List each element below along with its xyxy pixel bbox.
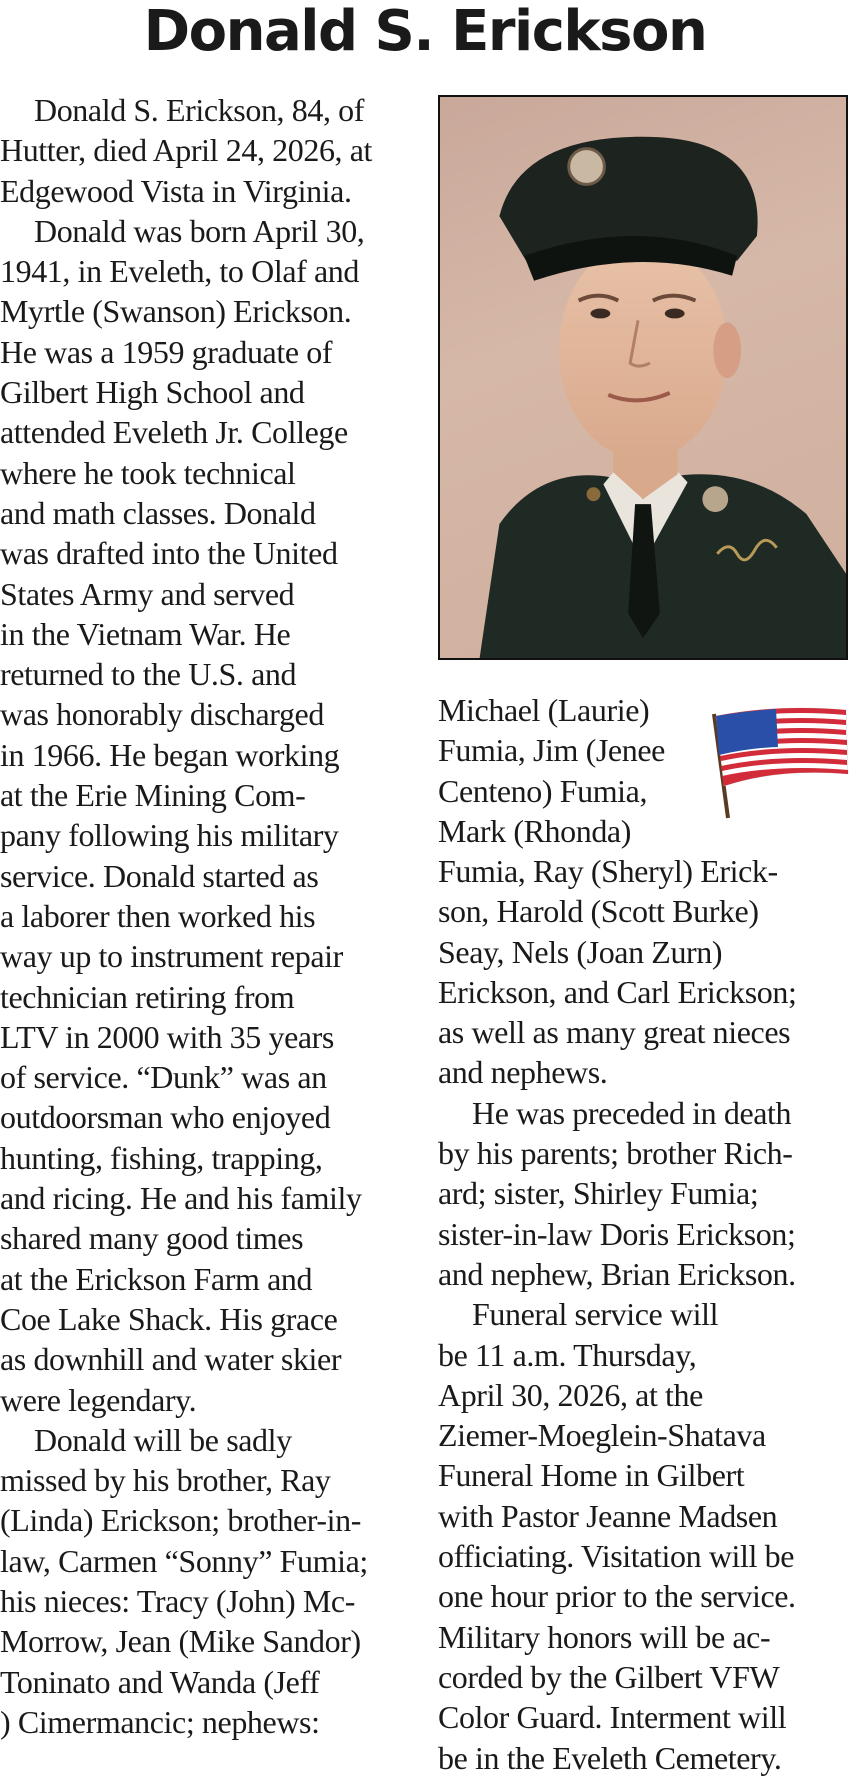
text-line: by his parents; brother Rich- [438,1135,793,1172]
text-line: He was preceded in death [472,1094,792,1131]
text-line: Ziemer-Moeglein-Shatava [438,1417,766,1454]
text-line: service. Donald started as [0,857,319,894]
text-line: technician retiring from [0,978,295,1015]
text-line: Toninato and Wanda (Jeff [0,1663,320,1700]
obituary-column-right-top [438,690,838,851]
text-line: as downhill and water skier [0,1341,342,1378]
text-line: in 1966. He began working [0,736,340,773]
text-line: ) Cimermancic; nephews: [0,1703,320,1740]
text-line: with Pastor Jeanne Madsen [438,1497,778,1534]
text-line: be 11 a.m. Thursday, [438,1336,697,1373]
obituary-column-right [438,851,850,1778]
text-line: missed by his brother, Ray [0,1462,331,1499]
text-line: in the Vietnam War. He [0,615,291,652]
text-line: Gilbert High School and [0,374,305,411]
text-line: Donald will be sadly [34,1421,292,1458]
text-line: son, Harold (Scott Burke) [438,893,759,930]
text-line: Color Guard. Interment will [438,1699,787,1736]
text-line: at the Erie Mining Com- [0,777,306,814]
text-line: and nephews. [438,1054,608,1091]
obituary-column-left [0,90,420,1742]
text-line: (Linda) Erickson; brother-in- [0,1502,361,1539]
text-line: Centeno) Fumia, [438,772,648,809]
text-line: outdoorsman who enjoyed [0,1099,331,1136]
text-line: was honorably discharged [0,696,324,733]
text-line: where he took technical [0,454,296,491]
text-line: Donald S. Erickson, 84, of [34,92,365,128]
text-line: 1941, in Eveleth, to Olaf and [0,253,359,290]
text-line: corded by the Gilbert VFW [438,1658,780,1695]
text-line: Fumia, Ray (Sheryl) Erick- [438,853,778,889]
text-line: He was a 1959 graduate of [0,333,333,370]
text-line: hunting, fishing, trapping, [0,1139,323,1176]
text-line: April 30, 2026, at the [438,1376,703,1413]
text-line: Donald was born April 30, [34,212,365,249]
text-line: as well as many great nieces [438,1014,791,1051]
text-line: and ricing. He and his family [0,1180,362,1217]
soldier-portrait-icon [440,97,846,658]
text-line: pany following his military [0,817,339,854]
text-line: was drafted into the United [0,535,338,572]
text-line: way up to instrument repair [0,938,343,975]
text-line: law, Carmen “Sonny” Fumia; [0,1542,368,1579]
obituary-title: Donald S. Erickson [143,0,707,64]
text-line: and math classes. Donald [0,494,316,531]
text-line: his nieces: Tracy (John) Mc- [0,1582,355,1619]
text-line: a laborer then worked his [0,897,316,934]
text-line: Coe Lake Shack. His grace [0,1300,338,1337]
text-line: sister-in-law Doris Erickson; [438,1215,796,1252]
text-line: returned to the U.S. and [0,656,297,693]
text-line: LTV in 2000 with 35 years [0,1018,334,1055]
text-line: Mark (Rhonda) [438,812,631,849]
text-line: States Army and served [0,575,295,612]
text-line: officiating. Visitation will be [438,1538,795,1575]
text-line: Erickson, and Carl Erickson; [438,973,797,1010]
text-line: Military honors will be ac- [438,1618,771,1655]
text-line: Myrtle (Swanson) Erickson. [0,293,352,330]
text-line: one hour prior to the service. [438,1578,796,1615]
text-line: attended Eveleth Jr. College [0,414,348,451]
text-line: Edgewood Vista in Virginia. [0,172,352,209]
text-line: of service. “Dunk” was an [0,1059,327,1096]
text-line: ard; sister, Shirley Fumia; [438,1175,759,1212]
text-line: shared many good times [0,1220,304,1257]
portrait-photo [438,95,848,660]
text-line: Hutter, died April 24, 2026, at [0,132,373,169]
text-line: Seay, Nels (Joan Zurn) [438,933,723,970]
text-line: Fumia, Jim (Jenee [438,732,665,769]
text-line: Funeral Home in Gilbert [438,1457,745,1494]
text-line: were legendary. [0,1381,197,1418]
text-line: and nephew, Brian Erickson. [438,1255,796,1292]
text-line: Funeral service will [472,1296,719,1333]
text-line: Morrow, Jean (Mike Sandor) [0,1623,361,1660]
text-line: be in the Eveleth Cemetery. [438,1739,782,1776]
text-line: Michael (Laurie) [438,692,650,728]
text-line: at the Erickson Farm and [0,1260,313,1297]
